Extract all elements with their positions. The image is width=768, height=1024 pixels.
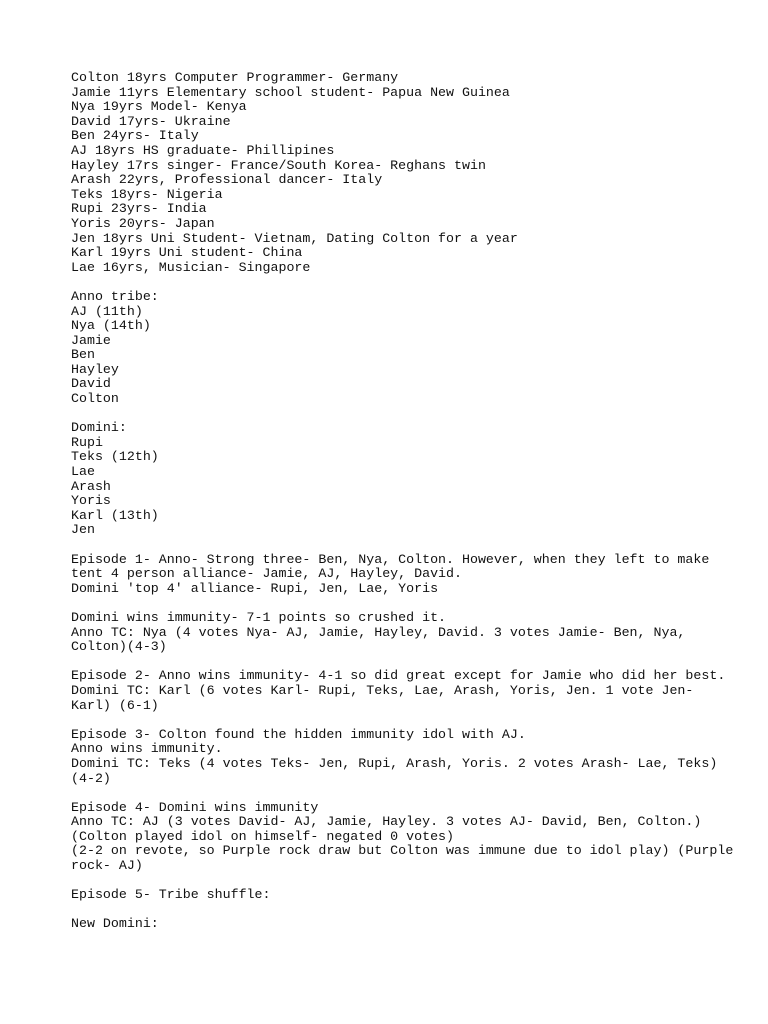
text-line: (4-2) bbox=[71, 770, 111, 786]
text-line: Rupi bbox=[71, 434, 103, 450]
text-line: David bbox=[71, 376, 111, 392]
text-line: Ben bbox=[71, 347, 95, 363]
blank-line bbox=[71, 874, 711, 889]
text-line: New Domini: bbox=[71, 916, 159, 932]
text-line: Anno tribe: bbox=[71, 288, 159, 304]
text-line: (2-2 on revote, so Purple rock draw but Colton was immune due to idol play) (Purple bbox=[71, 843, 734, 859]
blank-line bbox=[71, 596, 711, 611]
text-line: Episode 4- Domini wins immunity bbox=[71, 799, 319, 815]
text-line: Karl) (6-1) bbox=[71, 697, 159, 713]
text-line: Anno TC: Nya (4 votes Nya- AJ, Jamie, Hayley, David. 3 votes Jamie- Ben, Nya, bbox=[71, 624, 686, 640]
blank-line bbox=[71, 538, 711, 553]
text-line: Teks 18yrs- Nigeria bbox=[71, 186, 223, 202]
blank-line bbox=[71, 407, 711, 422]
text-line: Hayley bbox=[71, 361, 119, 377]
text-line: Episode 2- Anno wins immunity- 4-1 so did great except for Jamie who did her best. bbox=[71, 668, 726, 684]
text-line: Domini TC: Teks (4 votes Teks- Jen, Rupi, Arash, Yoris. 2 votes Arash- Lae, Teks) bbox=[71, 755, 718, 771]
text-line: Episode 3- Colton found the hidden immunity idol with AJ. bbox=[71, 726, 526, 742]
text-line: Lae 16yrs, Musician- Singapore bbox=[71, 259, 311, 275]
text-line: Nya 19yrs Model- Kenya bbox=[71, 99, 247, 115]
text-line: Arash bbox=[71, 478, 111, 494]
text-line: Colton bbox=[71, 391, 119, 407]
text-line: Nya (14th) bbox=[71, 318, 151, 334]
text-line: AJ 18yrs HS graduate- Phillipines bbox=[71, 142, 335, 158]
text-line: Jen 18yrs Uni Student- Vietnam, Dating Colton for a year bbox=[71, 230, 518, 246]
blank-line bbox=[71, 713, 711, 728]
blank-line bbox=[71, 786, 711, 801]
text-line: Domini wins immunity- 7-1 points so crushed it. bbox=[71, 609, 447, 625]
blank-line bbox=[71, 903, 711, 918]
document-page bbox=[71, 70, 734, 932]
text-line: Arash 22yrs, Professional dancer- Italy bbox=[71, 172, 383, 188]
blank-line bbox=[71, 655, 711, 670]
text-line: Episode 5- Tribe shuffle: bbox=[71, 887, 271, 903]
text-line: Rupi 23yrs- India bbox=[71, 201, 207, 217]
text-line: Karl 19yrs Uni student- China bbox=[71, 245, 303, 261]
text-line: Colton 18yrs Computer Programmer- Germany bbox=[71, 70, 399, 85]
text-line: Domini: bbox=[71, 420, 127, 436]
text-line: Anno TC: AJ (3 votes David- AJ, Jamie, Hayley. 3 votes AJ- David, Ben, Colton.) bbox=[71, 814, 702, 830]
text-line: rock- AJ) bbox=[71, 858, 143, 874]
text-line: AJ (11th) bbox=[71, 303, 143, 319]
text-line: Jen bbox=[71, 522, 95, 538]
text-line: Episode 1- Anno- Strong three- Ben, Nya, Colton. However, when they left to make bbox=[71, 551, 710, 567]
text-line: tent 4 person alliance- Jamie, AJ, Hayley, David. bbox=[71, 566, 462, 582]
text-line: Jamie bbox=[71, 332, 111, 348]
text-line: Lae bbox=[71, 464, 95, 480]
text-line: Anno wins immunity. bbox=[71, 741, 223, 757]
blank-line bbox=[71, 275, 711, 290]
text-line: Yoris bbox=[71, 493, 111, 509]
text-line: Colton)(4-3) bbox=[71, 639, 167, 655]
text-line: Teks (12th) bbox=[71, 449, 159, 465]
text-line: (Colton played idol on himself- negated 0 votes) bbox=[71, 828, 455, 844]
text-line: Domini 'top 4' alliance- Rupi, Jen, Lae, Yoris bbox=[71, 580, 439, 596]
text-line: Yoris 20yrs- Japan bbox=[71, 215, 215, 231]
text-line: David 17yrs- Ukraine bbox=[71, 113, 231, 129]
text-line: Ben 24yrs- Italy bbox=[71, 128, 199, 144]
text-line: Domini TC: Karl (6 votes Karl- Rupi, Teks, Lae, Arash, Yoris, Jen. 1 vote Jen- bbox=[71, 682, 694, 698]
text-line: Jamie 11yrs Elementary school student- Papua New Guinea bbox=[71, 84, 510, 100]
text-line: Hayley 17rs singer- France/South Korea- Reghans twin bbox=[71, 157, 486, 173]
text-line: Karl (13th) bbox=[71, 507, 159, 523]
